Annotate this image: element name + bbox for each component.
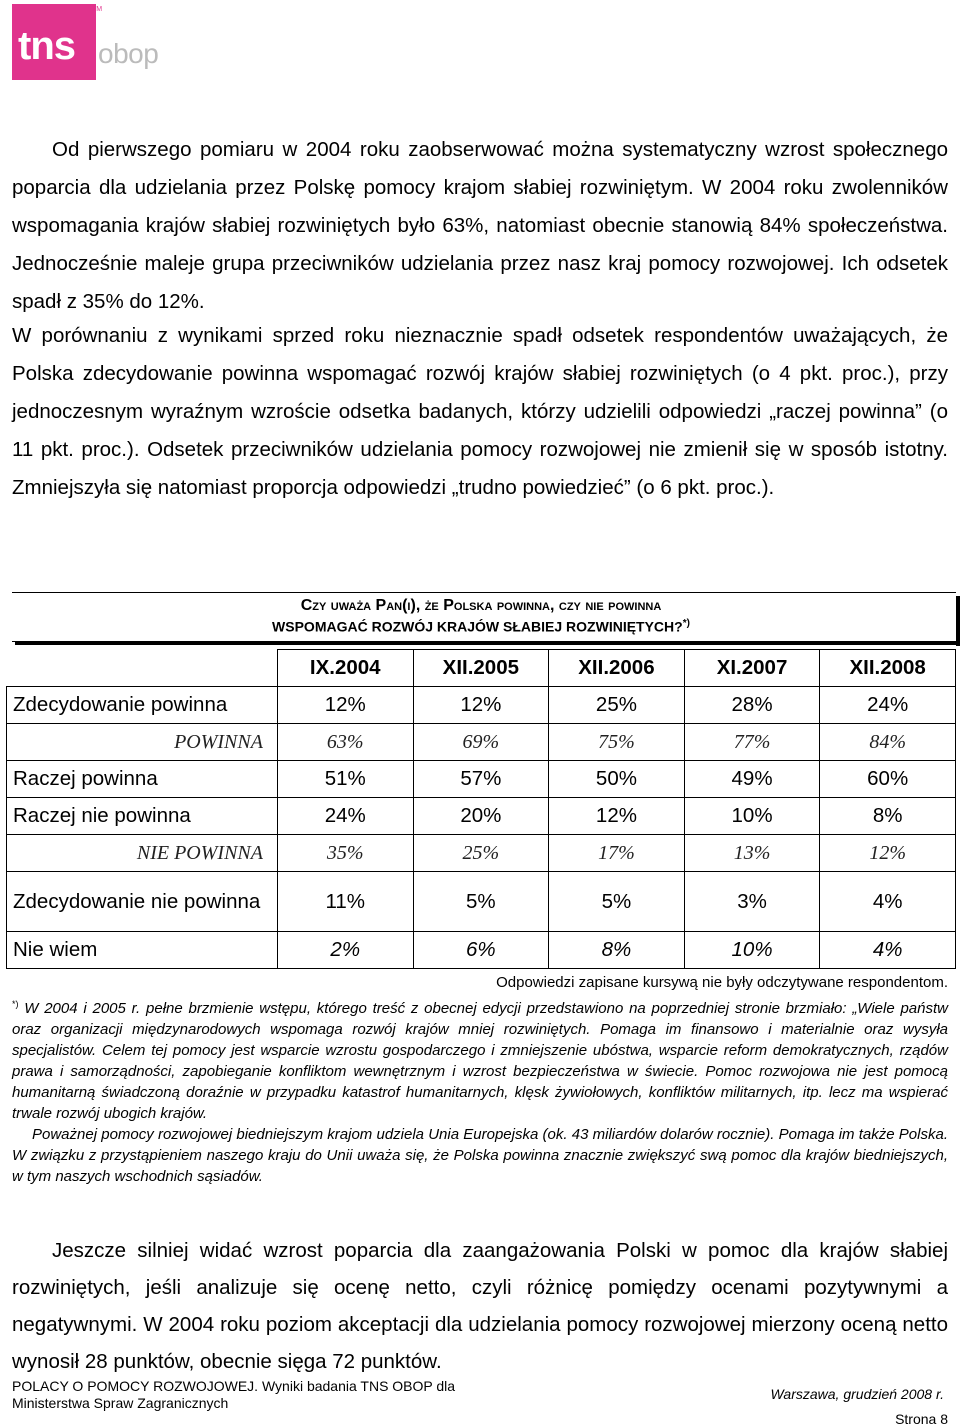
cell: 25% [413, 835, 549, 872]
cell: 4% [820, 932, 956, 969]
cell: 84% [820, 724, 956, 761]
cell: 8% [549, 932, 685, 969]
table-title-box [12, 592, 956, 642]
cell: 3% [684, 872, 820, 932]
cell: 75% [549, 724, 685, 761]
cell: 69% [413, 724, 549, 761]
paragraph-3-text: Jeszcze silniej widać wzrost poparcia dla zaangażowania Polski w pomoc dla krajów słabiej rozwiniętych, jeśli analizuje się ocenę netto, czyli różnicę pomiędzy ocenami pozytywnymi a negatywnymi. W 2004 roku poziom akceptacji dla udzielania pomocy rozwojowej mierzony oceną netto wynosił 28 punktów, obecnie sięga 72 punktów. [12, 1239, 948, 1373]
cell: 57% [413, 761, 549, 798]
paragraph-2 [12, 317, 948, 507]
cell: 20% [413, 798, 549, 835]
column-header: IX.2004 [277, 650, 413, 687]
cell: 50% [549, 761, 685, 798]
cell: 8% [820, 798, 956, 835]
row-label: Zdecydowanie nie powinna [7, 872, 278, 932]
table-row [7, 872, 956, 932]
column-header: XII.2005 [413, 650, 549, 687]
cell: 28% [684, 687, 820, 724]
cell: 2% [277, 932, 413, 969]
footnote-text-1: W 2004 i 2005 r. pełne brzmienie wstępu, którego treść z obecnej edycji przedstawiono na poprzedniej stronie brzmiało: „Wiele państw oraz organizacji międzynarodowych wspomaga rozwój krajów mniej rozwiniętych. Pomaga im finansowo i materialnie oraz wysyła specjalistów. Celem tej pomocy jest wsparcie wzrostu gospodarczego i zmniejszenie ubóstwa, wsparcie reform demokratycznych, rządów prawa i samorządności, zapobieganie konfliktom wewnętrznym i wzrost bezpieczeństwa w świecie. Pomoc rozwojowa nie jest pomocą humanitarną świadczoną doraźnie w przypadku katastrof humanitarnych, klęsk żywiołowych, konfliktów militarnych, itp. lecz ma wspierać trwale rozwój ubogich krajów. [12, 1000, 948, 1122]
cell: 12% [413, 687, 549, 724]
cell: 11% [277, 872, 413, 932]
footer-left-line-1: POLACY O POMOCY ROZWOJOWEJ. Wyniki badania TNS OBOP dla [12, 1378, 456, 1394]
row-label: Zdecydowanie powinna [7, 687, 278, 724]
cell: 60% [820, 761, 956, 798]
table-row [7, 932, 956, 969]
table-row-summary [7, 724, 956, 761]
survey-table [6, 649, 956, 969]
cell: 24% [820, 687, 956, 724]
cell: 24% [277, 798, 413, 835]
cell: 25% [549, 687, 685, 724]
paragraph-2-text: W porównaniu z wynikami sprzed roku nieznacznie spadł odsetek respondentów uważających, że Polska zdecydowanie powinna wspomagać rozwój krajów słabiej rozwiniętych (o 4 pkt. proc.), przy jednoczesnym wyraźnym wzroście odsetka badanych, którzy udzielili odpowiedzi „raczej powinna” (o 11 pkt. proc.). Odsetek przeciwników udzielania pomocy rozwojowej nie zmienił się w sposób istotny. Zmniejszyła się natomiast proporcja odpowiedzi „trudno powiedzieć” (o 6 pkt. proc.). [12, 324, 948, 499]
cell: 12% [549, 798, 685, 835]
cell: 4% [820, 872, 956, 932]
tns-obop-logo [12, 4, 162, 84]
table-row-summary [7, 835, 956, 872]
footer-date: Warszawa, grudzień 2008 r. [770, 1386, 944, 1402]
cell: 49% [684, 761, 820, 798]
cell: 5% [413, 872, 549, 932]
table-title-line-1: Czy uważa Pan(i), że Polska powinna, czy nie powinna [300, 597, 662, 614]
cell: 13% [684, 835, 820, 872]
table-row [7, 761, 956, 798]
table-title-line-2-text: WSPOMAGAĆ ROZWÓJ KRAJÓW SŁABIEJ ROZWINIĘTYCH? [272, 618, 683, 635]
cell: 12% [277, 687, 413, 724]
paragraph-3 [12, 1232, 948, 1380]
table-title-line-2 [12, 618, 950, 635]
footnote-paragraph-1 [12, 994, 948, 1124]
column-header: XII.2008 [820, 650, 956, 687]
footnote-paragraph-2 [12, 1124, 948, 1187]
footnote-marker: *) [682, 618, 690, 629]
footer-left-line-2: Ministerstwa Spraw Zagranicznych [12, 1395, 229, 1411]
cell: 10% [684, 798, 820, 835]
cell: 63% [277, 724, 413, 761]
table-header-row [7, 650, 956, 687]
column-header: XII.2006 [549, 650, 685, 687]
footnote-marker: *) [12, 999, 19, 1009]
row-label: POWINNA [7, 724, 278, 761]
cell: 6% [413, 932, 549, 969]
table-note: Odpowiedzi zapisane kursywą nie były odczytywane respondentom. [496, 974, 948, 991]
logo-sub: obop [98, 38, 159, 69]
row-label: Raczej powinna [7, 761, 278, 798]
cell: 12% [820, 835, 956, 872]
cell: 77% [684, 724, 820, 761]
table-row [7, 687, 956, 724]
page-number: Strona 8 [895, 1411, 948, 1427]
paragraph-1 [12, 131, 948, 321]
column-header: XI.2007 [684, 650, 820, 687]
row-label: NIE POWINNA [7, 835, 278, 872]
cell: 35% [277, 835, 413, 872]
row-label: Nie wiem [7, 932, 278, 969]
header-blank [7, 650, 278, 687]
paragraph-1-text: Od pierwszego pomiaru w 2004 roku zaobserwować można systematyczny wzrost społecznego poparcia dla udzielania przez Polskę pomocy krajom słabiej rozwiniętym. W 2004 roku zwolenników wspomagania krajów słabiej rozwiniętych było 63%, natomiast obecnie stanowią 84% społeczeństwa. Jednocześnie maleje grupa przeciwników udzielania przez nasz kraj pomocy rozwojowej. Ich odsetek spadł z 35% do 12%. [12, 138, 948, 313]
title-shadow-right [956, 596, 960, 646]
footnote [12, 994, 948, 1187]
cell: 10% [684, 932, 820, 969]
cell: 17% [549, 835, 685, 872]
footnote-text-2: Poważnej pomocy rozwojowej biedniejszym krajom udziela Unia Europejska (ok. 43 miliardów dolarów rocznie). Pomaga im także Polska. W związku z przystąpieniem naszego kraju do Unii uważa się, że Polska powinna znacznie zwiększyć swą pomoc dla krajów biedniejszych, w tym naszych wschodnich sąsiadów. [12, 1126, 948, 1185]
table-row [7, 798, 956, 835]
logo-trademark: TM [92, 6, 103, 13]
title-shadow-bottom [15, 641, 960, 645]
cell: 5% [549, 872, 685, 932]
logo-brand: tns [18, 24, 75, 68]
cell: 51% [277, 761, 413, 798]
footer-left [12, 1378, 455, 1412]
row-label: Raczej nie powinna [7, 798, 278, 835]
